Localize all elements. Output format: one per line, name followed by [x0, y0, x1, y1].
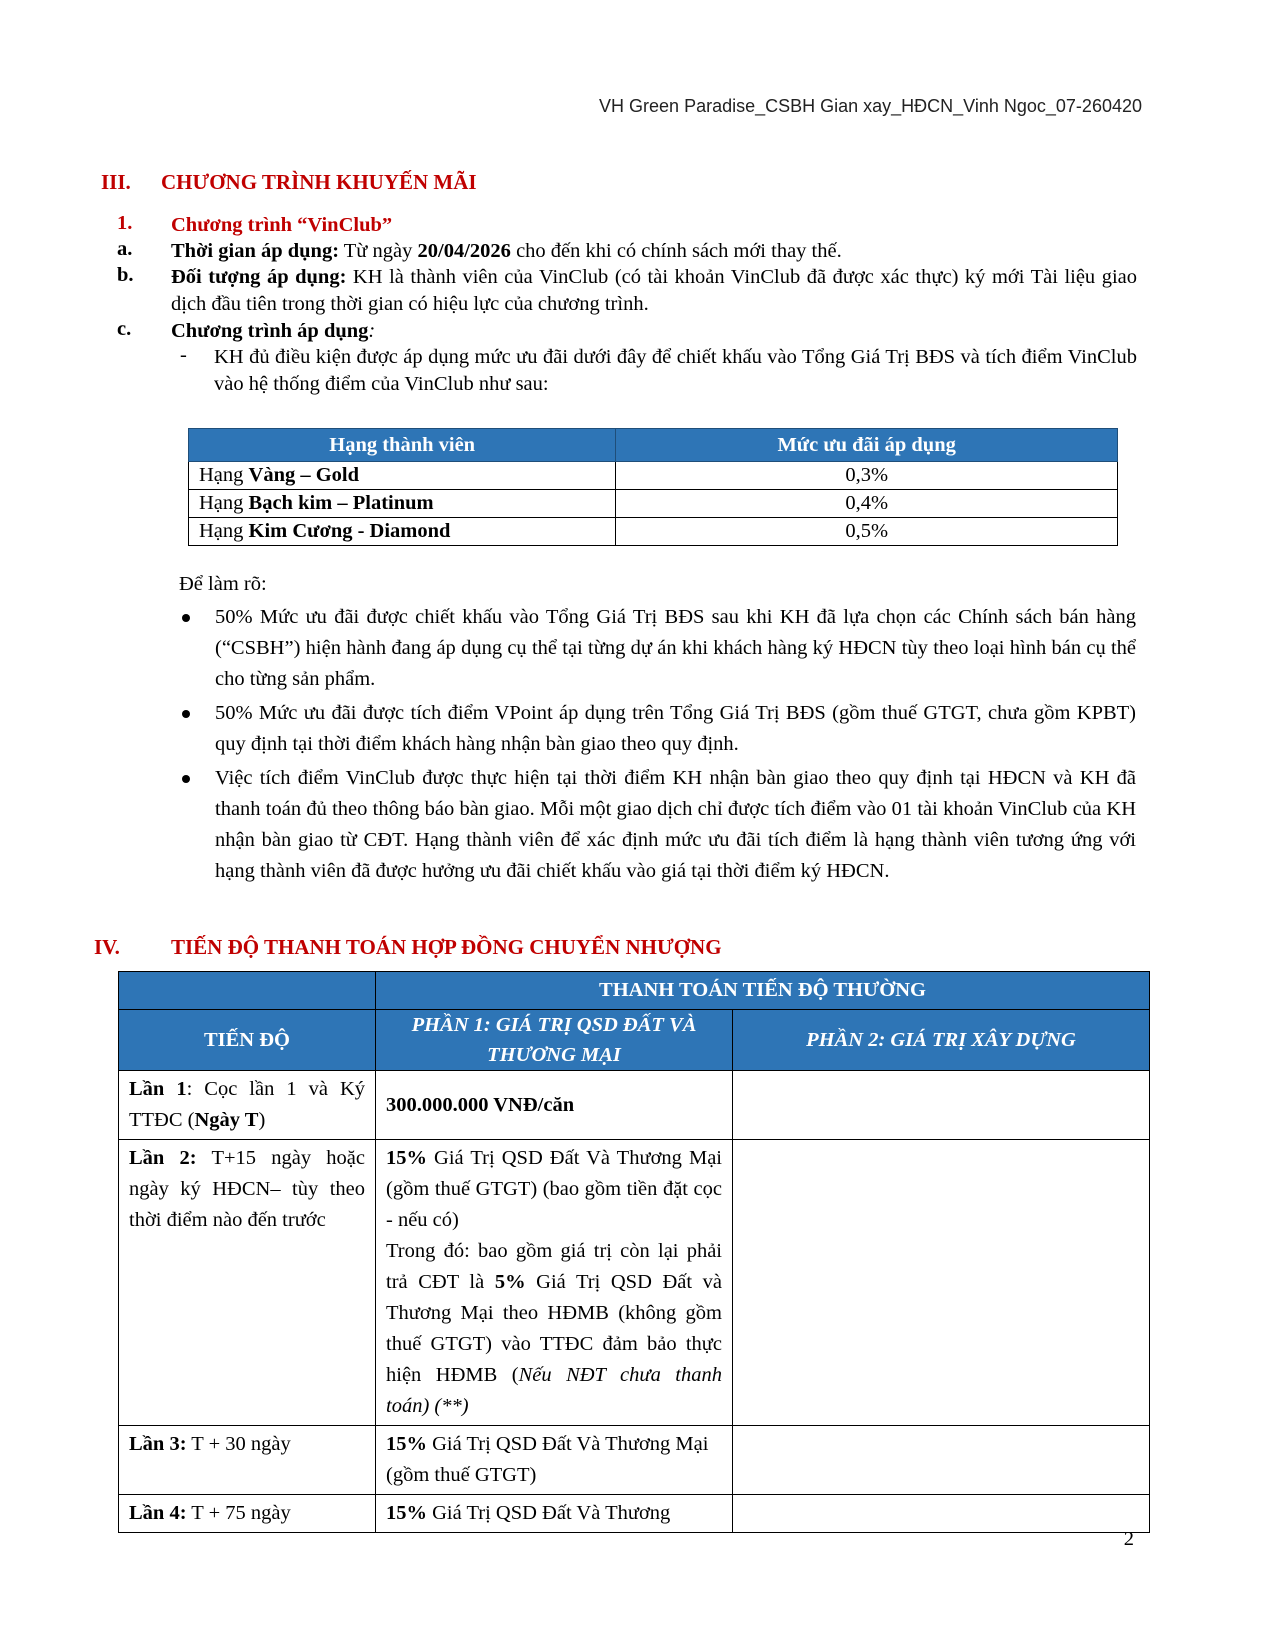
table-row	[189, 462, 1118, 490]
part1-text: Giá Trị QSD Đất Và Thương Mại (gồm thuế GTGT)	[386, 1433, 709, 1486]
installment-label: Lần 3:	[129, 1433, 187, 1455]
part1-percent: 15%	[386, 1433, 427, 1455]
empty-header-cell	[119, 972, 376, 1010]
section-3-title: CHƯƠNG TRÌNH KHUYẾN MÃI	[161, 170, 477, 194]
installment-desc: T + 30 ngày	[186, 1433, 291, 1455]
part1-note-a: Trong đó: bao gồm giá trị còn lại phải trả CĐT là	[386, 1240, 722, 1293]
tier-cell	[189, 490, 616, 518]
installment-label: Lần 1	[129, 1078, 187, 1100]
program-title: Chương trình “VinClub”	[171, 214, 393, 236]
installment-desc: T+15 ngày hoặc ngày ký HĐCN– tùy theo thời điểm nào đến trước	[129, 1147, 365, 1231]
part1-note-italic: Nếu NĐT chưa thanh toán) (**)	[386, 1364, 722, 1417]
tier-cell	[189, 518, 616, 546]
part2-col-header: PHẦN 2: GIÁ TRỊ XÂY DỰNG	[733, 1010, 1150, 1071]
table-row	[189, 518, 1118, 546]
item-a-text	[171, 238, 1137, 265]
deposit-amount: 300.000.000 VNĐ/căn	[386, 1093, 575, 1116]
item-a-label: a.	[117, 238, 133, 260]
item-c-label: c.	[117, 318, 132, 340]
tier-table	[188, 428, 1118, 546]
payment-col-header-row	[119, 1010, 1150, 1071]
table-row	[119, 1426, 1150, 1495]
list-item	[176, 602, 1136, 695]
rate-cell: 0,5%	[616, 518, 1118, 546]
part1-cell	[376, 1495, 733, 1533]
part1-text: Giá Trị QSD Đất Và Thương Mại (gồm thuế GTGT) (bao gồm tiền đặt cọc - nếu có)	[386, 1147, 722, 1231]
bullet-icon	[182, 614, 190, 622]
part1-cell	[376, 1140, 733, 1426]
tier-prefix: Hạng	[199, 492, 249, 514]
list-item	[176, 698, 1136, 760]
progress-cell	[119, 1495, 376, 1533]
table-row	[189, 490, 1118, 518]
item-a-bold: Thời gian áp dụng:	[171, 240, 340, 262]
tier-prefix: Hạng	[199, 520, 249, 542]
part1-col-header: PHẦN 1: GIÁ TRỊ QSD ĐẤT VÀ THƯƠNG MẠI	[376, 1010, 733, 1071]
part1-cell	[376, 1071, 733, 1140]
bullet-text: 50% Mức ưu đãi được chiết khấu vào Tổng Giá Trị BĐS sau khi KH đã lựa chọn các Chính sách bán hàng (“CSBH”) hiện hành đang áp dụng cụ thể tại từng dự án khi khách hàng ký HĐCN tùy theo loại hình bán cụ thể cho từng sản phẩm.	[215, 606, 1136, 690]
tier-prefix: Hạng	[199, 464, 249, 486]
part1-main	[386, 1143, 722, 1236]
installment-desc: : Cọc lần 1 và Ký TTĐC (	[129, 1078, 365, 1131]
tier-col-header: Hạng thành viên	[189, 429, 616, 462]
item-a-text2: cho đến khi có chính sách mới thay thế.	[510, 240, 842, 262]
tier-name: Vàng – Gold	[248, 464, 360, 486]
part2-cell	[733, 1140, 1150, 1426]
document-header: VH Green Paradise_CSBH Gian xay_HĐCN_Vinh Ngoc_07-260420	[599, 96, 1142, 116]
payment-group-header-row	[119, 972, 1150, 1010]
progress-cell	[119, 1140, 376, 1426]
tier-cell	[189, 462, 616, 490]
progress-cell	[119, 1426, 376, 1495]
installment-desc-end: )	[258, 1109, 266, 1131]
item-a-text1: Từ ngày	[339, 240, 418, 262]
section-4-title: TIẾN ĐỘ THANH TOÁN HỢP ĐỒNG CHUYỂN NHƯỢNG	[171, 935, 722, 959]
dash-marker: -	[180, 344, 187, 366]
bullet-icon	[182, 710, 190, 718]
item-b-bold: Đối tượng áp dụng:	[171, 266, 347, 288]
part2-cell	[733, 1426, 1150, 1495]
program-number: 1.	[117, 212, 133, 234]
tier-name: Bạch kim – Platinum	[248, 492, 434, 514]
list-item	[176, 763, 1136, 887]
part2-cell	[733, 1071, 1150, 1140]
installment-label: Lần 4:	[129, 1502, 187, 1524]
part1-note-percent: 5%	[494, 1271, 526, 1293]
item-a-date: 20/04/2026	[417, 240, 511, 262]
bullet-text: Việc tích điểm VinClub được thực hiện tại thời điểm KH nhận bàn giao theo quy định tại HĐCN và KH đã thanh toán đủ theo thông báo bàn giao. Mỗi một giao dịch chỉ được tích điểm vào 01 tài khoản VinClub của KH nhận bàn giao từ CĐT. Hạng thành viên để xác định mức ưu đãi tích điểm là hạng thành viên tương ứng với hạng thành viên đã được hưởng ưu đãi chiết khấu vào giá tại thời điểm ký HĐCN.	[215, 767, 1136, 882]
part2-cell	[733, 1495, 1150, 1533]
table-row	[119, 1495, 1150, 1533]
rate-col-header: Mức ưu đãi áp dụng	[616, 429, 1118, 462]
installment-label: Lần 2:	[129, 1147, 197, 1169]
item-c-colon: :	[368, 320, 376, 342]
payment-group-header: THANH TOÁN TIẾN ĐỘ THƯỜNG	[376, 972, 1150, 1010]
part1-percent: 15%	[386, 1147, 427, 1169]
item-c-bold: Chương trình áp dụng	[171, 320, 369, 342]
tier-table-header	[189, 429, 1118, 462]
item-b-label: b.	[117, 264, 134, 286]
part1-percent: 15%	[386, 1502, 427, 1524]
item-b-text	[171, 264, 1137, 318]
item-c-text	[171, 318, 1137, 345]
clarify-bullets	[176, 602, 1136, 890]
dash-text: KH đủ điều kiện được áp dụng mức ưu đãi dưới đây để chiết khấu vào Tổng Giá Trị BĐS và tích điểm VinClub vào hệ thống điểm của VinClub như sau:	[214, 346, 1137, 395]
section-3-number: III.	[101, 170, 131, 194]
table-row	[119, 1071, 1150, 1140]
section-4-number: IV.	[94, 935, 120, 959]
installment-desc: T + 75 ngày	[186, 1502, 291, 1524]
bullet-icon	[182, 775, 190, 783]
table-row	[119, 1140, 1150, 1426]
progress-cell	[119, 1071, 376, 1140]
progress-col-header: TIẾN ĐỘ	[119, 1010, 376, 1071]
part1-note	[386, 1236, 722, 1422]
tier-name: Kim Cương - Diamond	[248, 520, 451, 542]
payment-schedule-table	[118, 971, 1150, 1533]
installment-desc-bold: Ngày T	[194, 1109, 259, 1131]
clarify-label: Để làm rõ:	[179, 573, 267, 595]
part1-cell	[376, 1426, 733, 1495]
page-number: 2	[1123, 1528, 1134, 1550]
rate-cell: 0,4%	[616, 490, 1118, 518]
part1-note-b: Giá Trị QSD Đất và Thương Mại theo HĐMB (không gồm thuế GTGT) vào TTĐC đảm bảo thực hiện HĐMB (	[386, 1271, 723, 1386]
part1-text: Giá Trị QSD Đất Và Thương	[427, 1502, 671, 1524]
bullet-text: 50% Mức ưu đãi được tích điểm VPoint áp dụng trên Tổng Giá Trị BĐS (gồm thuế GTGT, chưa gồm KPBT) quy định tại thời điểm khách hàng nhận bàn giao theo quy định.	[215, 702, 1136, 755]
item-b-body: KH là thành viên của VinClub (có tài khoản VinClub đã được xác thực) ký mới Tài liệu giao dịch đầu tiên trong thời gian có hiệu lực của chương trình.	[171, 266, 1138, 315]
rate-cell: 0,3%	[616, 462, 1118, 490]
